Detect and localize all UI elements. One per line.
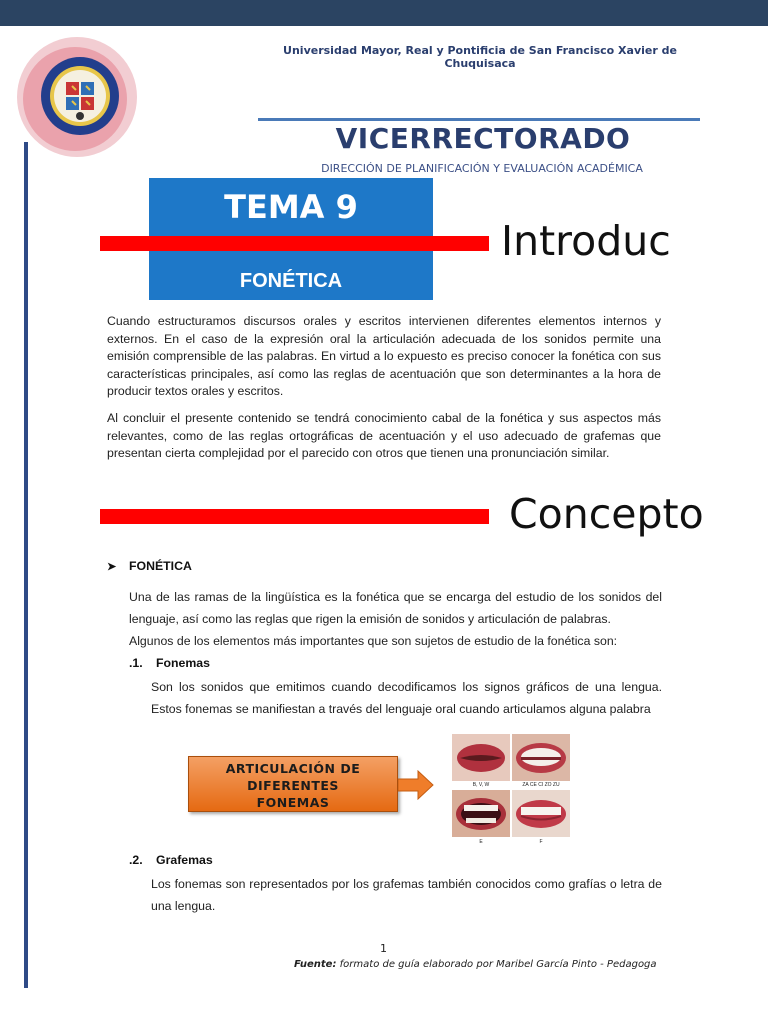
list-number: .2. xyxy=(129,853,143,867)
intro-heading: Introduc xyxy=(501,217,671,265)
concept-red-bar xyxy=(100,509,489,524)
caption-e: E xyxy=(479,839,483,845)
footer-source xyxy=(294,959,657,970)
intro-paragraph-2: Al concluir el presente contenido se tendrá conocimiento cabal de la fonética y sus aspectos más relevantes, como de las reglas ortográficas de acentuación y el uso adecuado de grafemas que presentan cierta complejidad por el parecido con otros que tienen una pronunciación similar. xyxy=(107,411,661,460)
intro-red-bar xyxy=(100,236,489,251)
page-number: 1 xyxy=(380,942,387,955)
bullet-label: FONÉTICA xyxy=(129,559,192,573)
intro-paragraph-1: Cuando estructuramos discursos orales y escritos intervienen diferentes elementos internos y externos. En el caso de la expresión oral la articulación adecuada de los sonidos permite una emisión comprensible de las palabras. En virtud a lo expuesto es preciso conocer la fonética con sus características principales, así como las reglas de acentuación que son determinantes a la hora de producir textos orales y escritos. xyxy=(107,314,661,398)
mouth-image-za xyxy=(512,734,570,781)
caption-bvw: B, V, W xyxy=(472,782,490,788)
university-seal-logo xyxy=(14,34,140,160)
fuente-label: Fuente: xyxy=(294,959,337,970)
concept-text-1: Una de las ramas de la lingüística es la fonética que se encarga del estudio de los sonidos del lenguaje, así como las reglas que rigen la emisión de sonidos y articulación de palabras. xyxy=(129,590,662,626)
direccion-subtitle: DIRECCIÓN DE PLANIFICACIÓN Y EVALUACIÓN ACADÉMICA xyxy=(321,162,643,175)
caption-za: ZA CE CI ZO ZU xyxy=(522,782,560,788)
mouth-image-bvw xyxy=(452,734,510,781)
mouths-figure xyxy=(451,733,570,848)
articulacion-line-3: FONEMAS xyxy=(256,795,330,810)
tema-title: TEMA 9 xyxy=(224,188,358,226)
mouth-image-e xyxy=(452,790,510,837)
caption-f: F xyxy=(539,839,543,845)
vicerrectorado-title: VICERRECTORADO xyxy=(335,122,631,155)
university-name: Universidad Mayor, Real y Pontificia de San Francisco Xavier de Chuquisaca xyxy=(283,44,677,70)
fonemas-text: Son los sonidos que emitimos cuando decodificamos los signos gráficos de una lengua. Estos fonemas se manifiestan a través del lenguaje oral cuando articulamos alguna palabra xyxy=(151,680,662,716)
articulacion-line-1: ARTICULACIÓN DE xyxy=(225,761,361,776)
list-number: .1. xyxy=(129,656,143,670)
left-margin-rule xyxy=(24,142,28,988)
fonetica-bullet xyxy=(107,559,192,573)
list-item-grafemas xyxy=(129,853,213,867)
header-divider xyxy=(258,118,700,121)
arrow-right-icon xyxy=(398,770,434,800)
articulacion-box xyxy=(188,756,398,812)
tema-subtitle: FONÉTICA xyxy=(239,270,343,292)
articulacion-line-2: DIFERENTES xyxy=(247,778,339,793)
mouth-image-f xyxy=(512,790,570,837)
list-title: Fonemas xyxy=(156,656,210,670)
arrow-bullet-icon: ➤ xyxy=(107,561,117,573)
list-item-fonemas xyxy=(129,656,210,670)
grafemas-text: Los fonemas son representados por los grafemas también conocidos como grafías o letra de una lengua. xyxy=(151,877,662,913)
top-header-bar xyxy=(0,0,768,26)
concept-heading: Concepto xyxy=(509,490,704,538)
concept-text-2: Algunos de los elementos más importantes que son sujetos de estudio de la fonética son: xyxy=(129,634,618,648)
fuente-text: formato de guía elaborado por Maribel García Pinto - Pedagoga xyxy=(339,959,657,970)
list-title: Grafemas xyxy=(156,853,213,867)
